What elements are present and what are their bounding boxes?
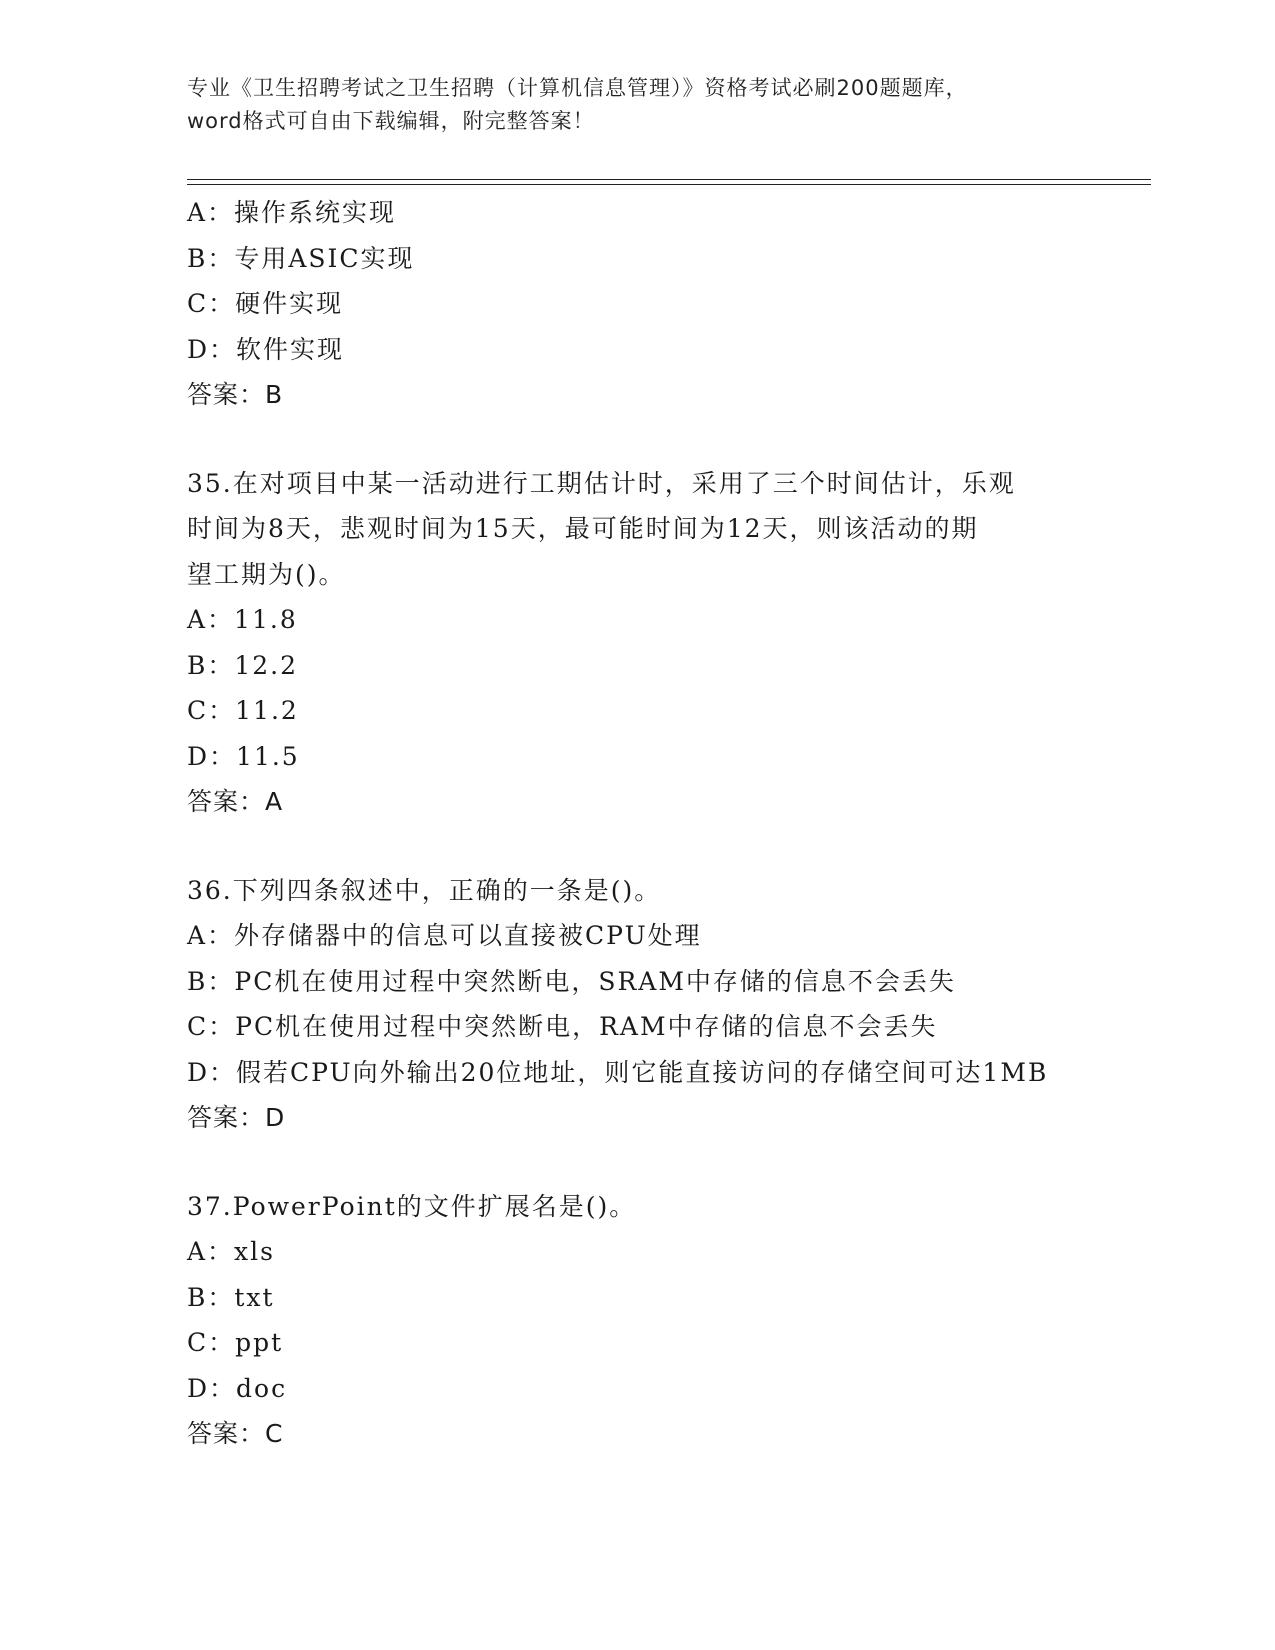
spacer [187,1141,1137,1184]
q35-option-b: B：12.2 [187,650,299,680]
q37-option-c: C：ppt [187,1328,284,1357]
question-36-block [187,868,1137,1141]
spacer [187,825,1137,868]
q34-option-d: D：软件实现 [187,334,345,364]
q35-option-a: A：11.8 [187,605,298,634]
q35-option-d: D：11.5 [187,741,300,771]
question-34-block [187,190,1137,418]
q35-stem-line-2: 时间为8天，悲观时间为15天，最可能时间为12天，则该活动的期 [187,514,979,543]
q37-stem-line-1: 37.PowerPoint的文件扩展名是()。 [187,1191,637,1221]
question-35-block [187,461,1137,825]
q34-option-b: B：专用ASIC实现 [187,243,415,273]
q36-answer: 答案：D [187,1103,286,1132]
q36-option-a: A：外存储器中的信息可以直接被CPU处理 [187,921,702,950]
q37-option-a: A：xls [187,1237,275,1266]
header-line-1: 专业《卫生招聘考试之卫生招聘（计算机信息管理）》资格考试必刷200题题库， [187,76,968,100]
q36-option-b: B：PC机在使用过程中突然断电，SRAM中存储的信息不会丢失 [187,966,956,996]
q35-stem-line-3: 望工期为()。 [187,559,346,589]
document-header [187,72,1087,138]
q34-option-c: C：硬件实现 [187,289,344,318]
q36-stem-line-1: 36.下列四条叙述中，正确的一条是()。 [187,875,662,905]
q34-answer: 答案：B [187,380,284,409]
q37-option-b: B：txt [187,1282,275,1312]
header-divider-bottom [187,184,1151,185]
question-37-block [187,1184,1137,1457]
spacer [187,418,1137,461]
question-list [187,190,1137,1457]
q35-answer: 答案：A [187,787,284,816]
q35-option-c: C：11.2 [187,696,299,725]
q37-answer: 答案：C [187,1419,284,1448]
q36-option-d: D：假若CPU向外输出20位地址，则它能直接访问的存储空间可达1MB [187,1057,1049,1087]
header-divider-top [187,179,1151,180]
q37-option-d: D：doc [187,1373,288,1403]
q34-option-a: A：操作系统实现 [187,198,397,227]
q36-option-c: C：PC机在使用过程中突然断电，RAM中存储的信息不会丢失 [187,1012,938,1041]
q35-stem-line-1: 35.在对项目中某一活动进行工期估计时，采用了三个时间估计，乐观 [187,468,1016,498]
header-line-2: word格式可自由下载编辑，附完整答案！ [187,109,595,133]
